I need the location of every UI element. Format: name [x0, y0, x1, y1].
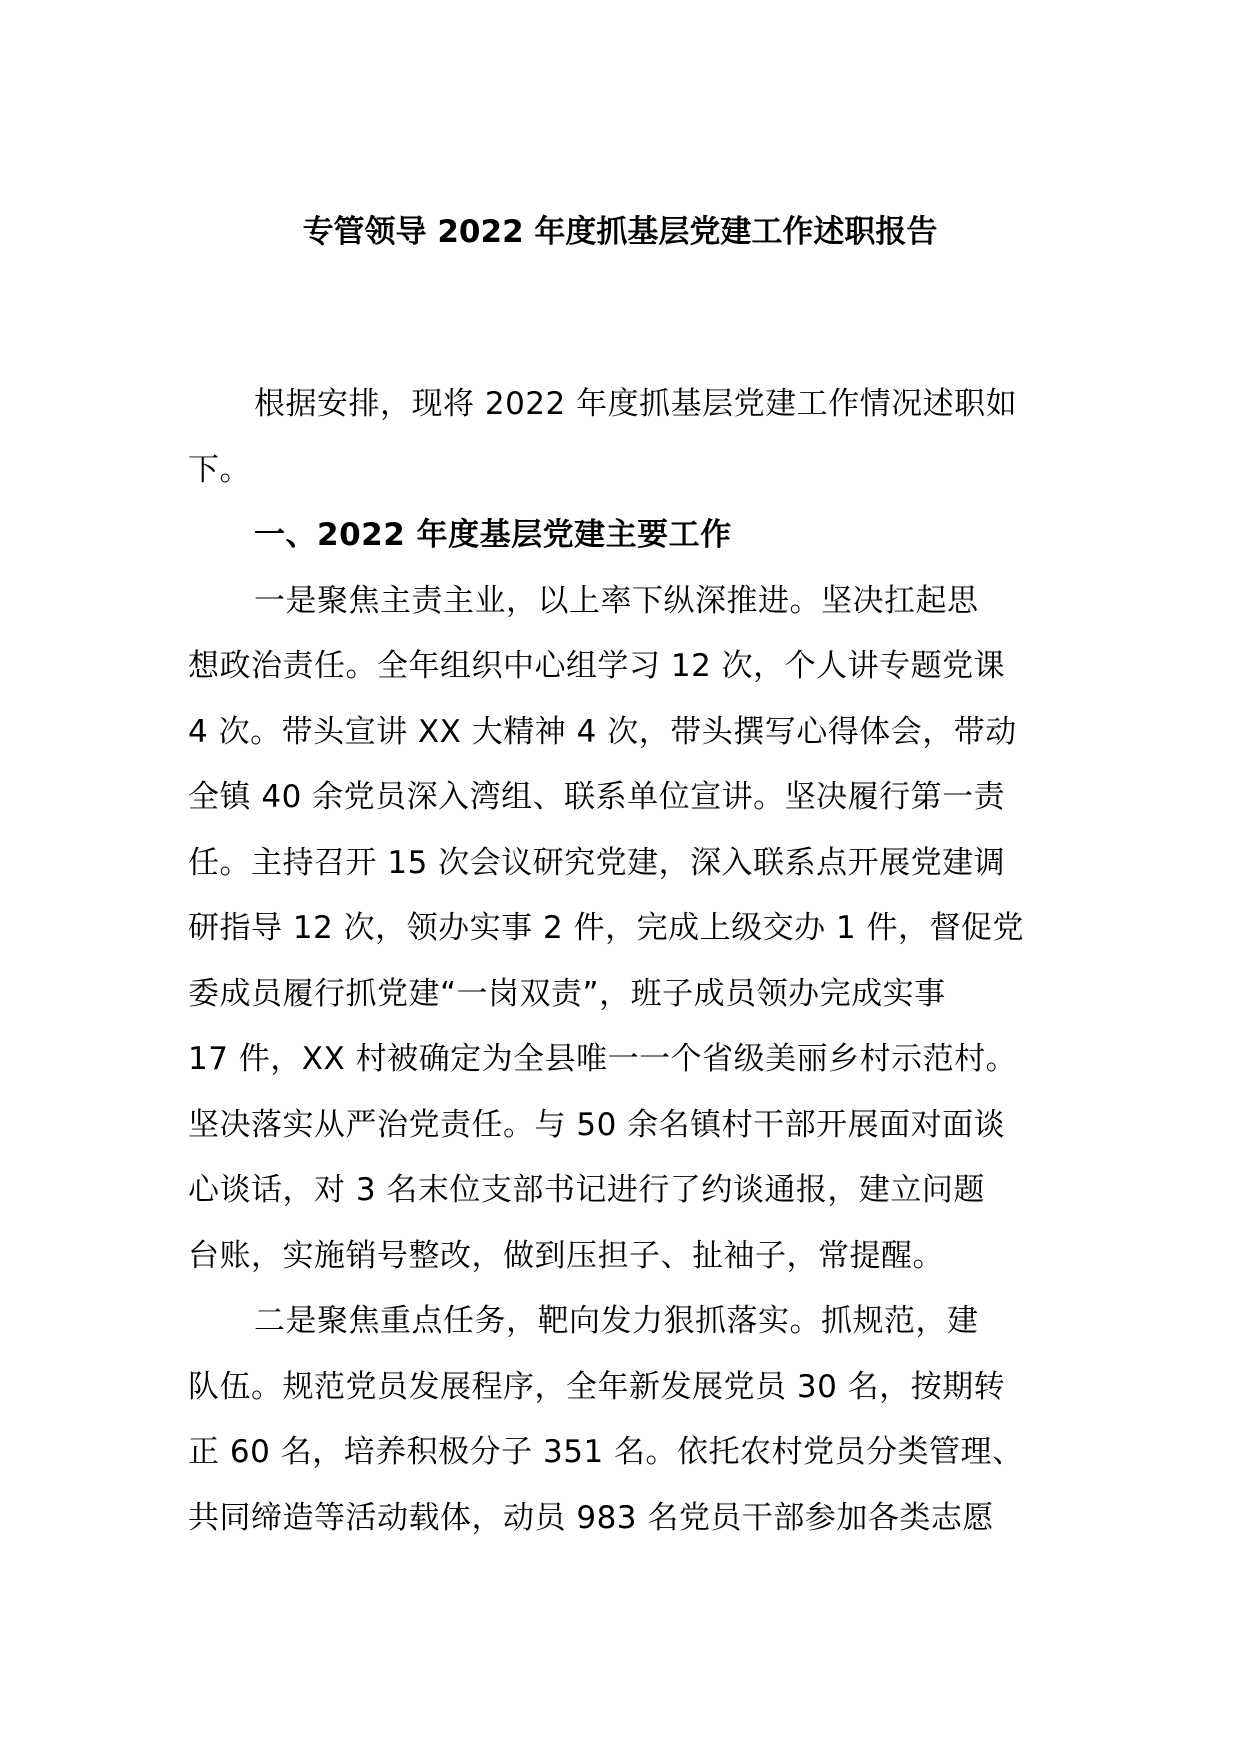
document-title: 专管领导 2022 年度抓基层党建工作述职报告: [302, 214, 938, 250]
paragraph-line: 根据安排，现将 2022 年度抓基层党建工作情况述职如: [254, 386, 1018, 422]
paragraph-line: 17 件，XX 村被确定为全县唯一一个省级美丽乡村示范村。: [188, 1041, 1018, 1077]
paragraph-line: 全镇 40 余党员深入湾组、联系单位宣讲。坚决履行第一责: [188, 779, 1006, 815]
paragraph-line: 任。主持召开 15 次会议研究党建，深入联系点开展党建调: [188, 844, 1006, 881]
paragraph-line: 想政治责任。全年组织中心组学习 12 次，个人讲专题党课: [188, 648, 1006, 684]
paragraph-line: 委成员履行抓党建“一岗双责”，班子成员领办完成实事: [188, 975, 946, 1012]
paragraph-line: 队伍。规范党员发展程序，全年新发展党员 30 名，按期转: [188, 1368, 1006, 1405]
paragraph-line: 心谈话，对 3 名末位支部书记进行了约谈通报，建立问题: [188, 1172, 985, 1208]
paragraph-line: 4 次。带头宣讲 XX 大精神 4 次，带头撰写心得体会，带动: [188, 713, 1017, 750]
paragraph-line: 台账，实施销号整改，做到压担子、扯袖子，常提醒。: [188, 1237, 944, 1274]
section-heading: 一、2022 年度基层党建主要工作: [254, 517, 732, 553]
paragraph-line: 二是聚焦重点任务，靶向发力狠抓落实。抓规范，建: [254, 1303, 979, 1339]
paragraph-line: 正 60 名，培养积极分子 351 名。依托农村党员分类管理、: [188, 1434, 1024, 1470]
paragraph-line: 坚决落实从严治党责任。与 50 余名镇村干部开展面对面谈: [188, 1106, 1006, 1143]
paragraph-line: 研指导 12 次，领办实事 2 件，完成上级交办 1 件，督促党: [188, 910, 1025, 946]
paragraph-line: 共同缔造等活动载体，动员 983 名党员干部参加各类志愿: [188, 1499, 994, 1536]
paragraph-line: 下。: [188, 451, 251, 488]
document-body: [188, 372, 1052, 1551]
paragraph-line: 一是聚焦主责主业，以上率下纵深推进。坚决扛起思: [254, 582, 979, 619]
